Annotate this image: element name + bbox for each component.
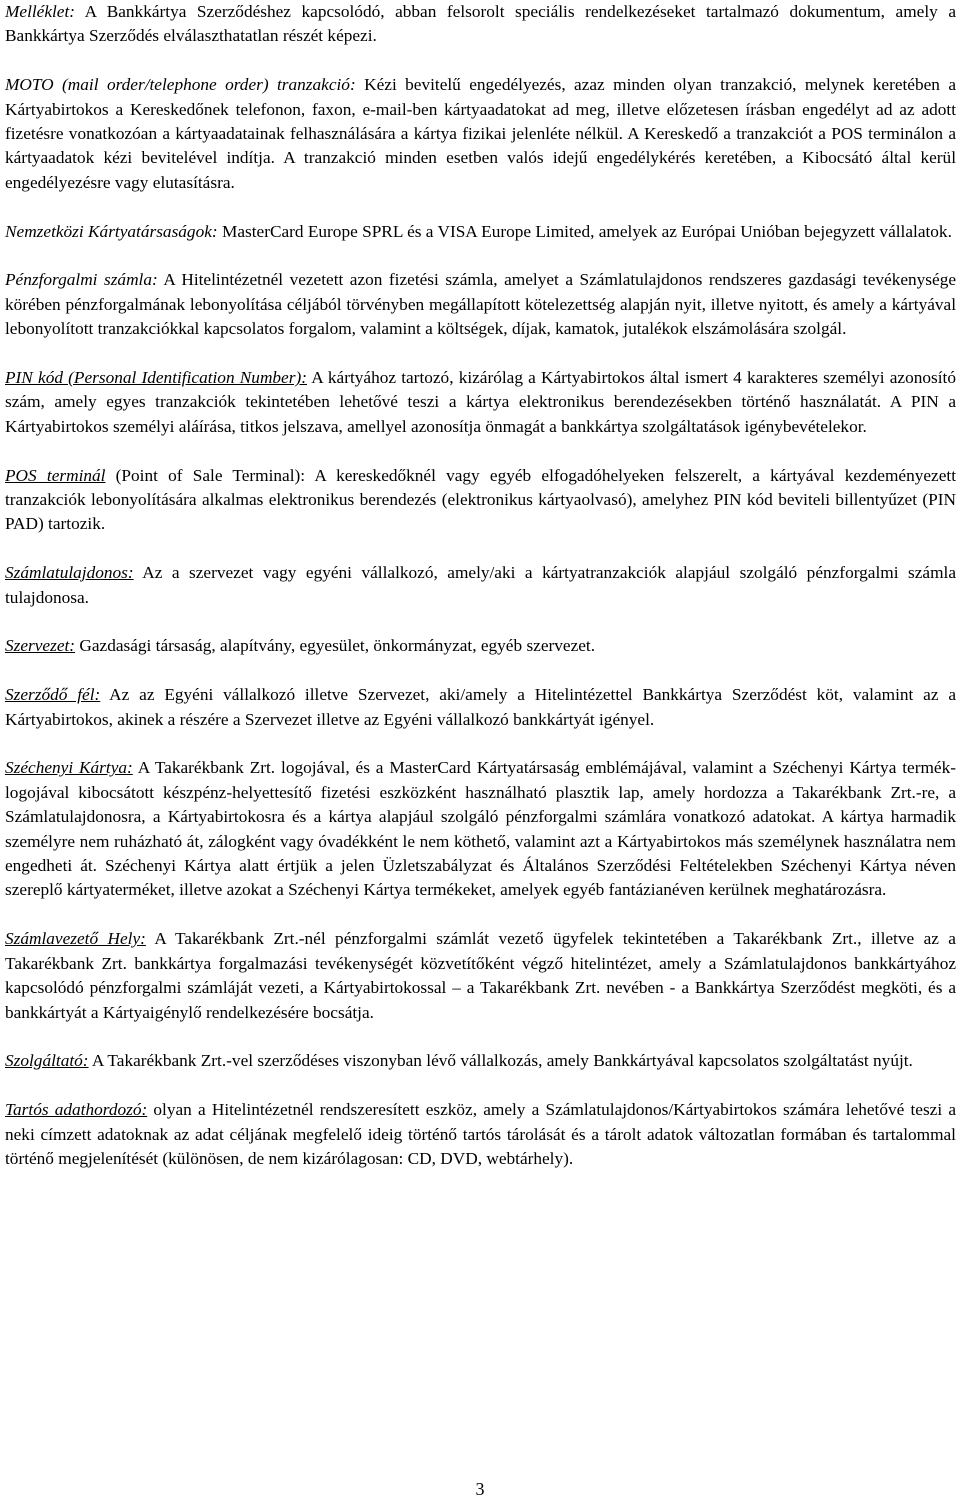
term-label: Melléklet: [5, 2, 76, 21]
definition-szamlatulajdonos [5, 561, 956, 610]
definition-nemzetkozi-kartyatarsasagok [5, 220, 956, 244]
definition-text: A Takarékbank Zrt.-vel szerződéses viszonyban lévő vállalkozás, amely Bankkártyával kapcsolatos szolgáltatást nyújt. [88, 1051, 913, 1071]
term-label: PIN kód (Personal Identification Number): [5, 368, 307, 388]
definition-text: olyan a Hitelintézetnél rendszeresített eszköz, amely a Számlatulajdonos/Kártyabirtokos számára lehetővé teszi a neki címzett adatoknak az adat céljának megfelelő ideig történő tartós tárolását és a tárolt adatok változatlan formában és tartalommal történő megjelenítését (különösen, de nem kizárólagosan: CD, DVD, webtárhely). [5, 1100, 956, 1168]
definition-szolgaltato [5, 1049, 956, 1073]
definition-text: A Hitelintézetnél vezetett azon fizetési számla, amelyet a Számlatulajdonos rendszeres gazdasági tevékenysége körében pénzforgalmának lebonyolítása céljából törvényben megállapított kötelezettség alapján nyit, illetve nyitott, és amely a kártyával lebonyolított tranzakciókkal kapcsolatos forgalom, valamint a költségek, díjak, kamatok, jutalékok elszámolására szolgál. [5, 270, 957, 339]
term-label: Nemzetközi Kártyatársaságok: [5, 221, 218, 241]
definition-penzforgalmi-szamla [5, 268, 956, 341]
definition-moto [5, 73, 956, 195]
term-label: Széchenyi Kártya: [5, 758, 133, 778]
term-label: Számlavezető Hely: [5, 929, 146, 949]
definition-text: Az az Egyéni vállalkozó illetve Szervezet, aki/amely a Hitelintézettel Bankkártya Szerződést köt, valamint az a Kártyabirtokos, akinek a részére a Szervezet illetve az Egyéni vállalkozó bankkártyát igényel. [5, 685, 957, 729]
term-label: Tartós adathordozó: [5, 1100, 148, 1120]
definition-szervezet [5, 634, 956, 658]
definition-text: A Takarékbank Zrt.-nél pénzforgalmi számlát vezető ügyfelek tekintetében a Takarékbank Zrt., illetve az a Takarékbank Zrt. bankkártya forgalmazási tevékenységét közvetítőként végző hitelintézet, amely a Számlatulajdonos bankkártyához kapcsolódó pénzforgalmi számláját vezeti, a Kártyabirtokossal – a Takarékbank Zrt. nevében - a Bankkártya Szerződést megköti, és a bankkártyát a Kártyaigénylő rendelkezésére bocsátja. [5, 929, 956, 1022]
page-number: 3 [475, 1479, 485, 1499]
term-label: MOTO (mail order/telephone order) tranzakció: [5, 75, 356, 95]
document-body [5, 0, 956, 1171]
definition-text: Az a szervezet vagy egyéni vállalkozó, amely/aki a kártyatranzakciók alapjául szolgáló pénzforgalmi számla tulajdonosa. [5, 563, 956, 607]
term-label: POS terminál [5, 465, 106, 485]
definition-szechenyi-kartya [5, 756, 956, 902]
definition-pos-terminal [5, 464, 956, 537]
definition-szamlavezeto-hely [5, 927, 956, 1025]
definition-pin-kod [5, 366, 956, 439]
term-label: Szervezet: [5, 636, 76, 656]
definition-text: A Takarékbank Zrt. logojával, és a MasterCard Kártyatársaság emblémájával, valamint a Széchenyi Kártya termék-logojával kibocsátott készpénz-helyettesítő fizetési eszközként használható plasztik lap, amely hordozza a Takarékbank Zrt.-re, a Számlatulajdonosra, a Kártyabirtokosra és a kártya alapjául szolgáló pénzforgalmi számlára vonatkozó adatokat. A kártya harmadik személyre nem ruházható át, zálogként vagy óvadékként le nem köthető, valamint azt a Kártyabirtokos más személynek használatra nem engedheti át. Széchenyi Kártya alatt értjük a jelen Üzletszabályzat és Általános Szerződési Feltételekben Széchenyi Kártya néven szereplő kártyaterméket, illetve azokat a Széchenyi Kártya termékeket, amelyek egyéb fantázianéven kerülnek meghatározásra. [5, 758, 956, 900]
definition-melleklet [5, 0, 956, 49]
definition-text: MasterCard Europe SPRL és a VISA Europe Limited, amelyek az Európai Unióban bejegyzett vállalatok. [217, 221, 952, 241]
term-label: Pénzforgalmi számla: [5, 270, 158, 290]
definition-tartos-adathordozo [5, 1098, 956, 1171]
definition-szerzodo-fel [5, 683, 956, 732]
definition-text: (Point of Sale Terminal): A kereskedőknél vagy egyéb elfogadóhelyeken felszerelt, a kártyával kezdeményezett tranzakciók lebonyolítására alkalmas elektronikus berendezés (elektronikus kártyaolvasó), amelyhez PIN kód beviteli billentyűzet (PIN PAD) tartozik. [5, 465, 956, 534]
term-label: Szolgáltató: [5, 1051, 89, 1071]
term-label: Szerződő fél: [5, 685, 101, 705]
definition-text: A kártyához tartozó, kizárólag a Kártyabirtokos által ismert 4 karakteres személyi azonosító szám, amely egyes tranzakciók tekintetében lehetővé teszi a kártya elektronikus berendezésekben történő használatát. A PIN a Kártyabirtokos személyi aláírása, titkos jelszava, amellyel azonosítja önmagát a bankkártya szolgáltatások igénybevételekor. [5, 368, 956, 436]
definition-text: Gazdasági társaság, alapítvány, egyesület, önkormányzat, egyéb szervezet. [75, 636, 596, 656]
definition-text: A Bankkártya Szerződéshez kapcsolódó, abban felsorolt speciális rendelkezéseket tartalmazó dokumentum, amely a Bankkártya Szerződés elválaszthatatlan részét képezi. [5, 2, 956, 46]
definition-text: Kézi bevitelű engedélyezés, azaz minden olyan tranzakció, melynek keretében a Kártyabirtokos a Kereskedőnek telefonon, faxon, e-mail-ben kártyaadatokat ad meg, illetve előzetesen írásban engedélyt ad az adott fizetésre vonatkozóan a kártyaadatainak felhasználására a kártya fizikai jelenléte nélkül. A Kereskedő a tranzakciót a POS terminálon a kártyaadatok kézi bevitelével indítja. A tranzakció minden esetben valós idejű engedélykérés keretében, a Kibocsátó által kerül engedélyezésre vagy elutasításra. [5, 75, 956, 192]
term-label: Számlatulajdonos: [5, 563, 134, 583]
